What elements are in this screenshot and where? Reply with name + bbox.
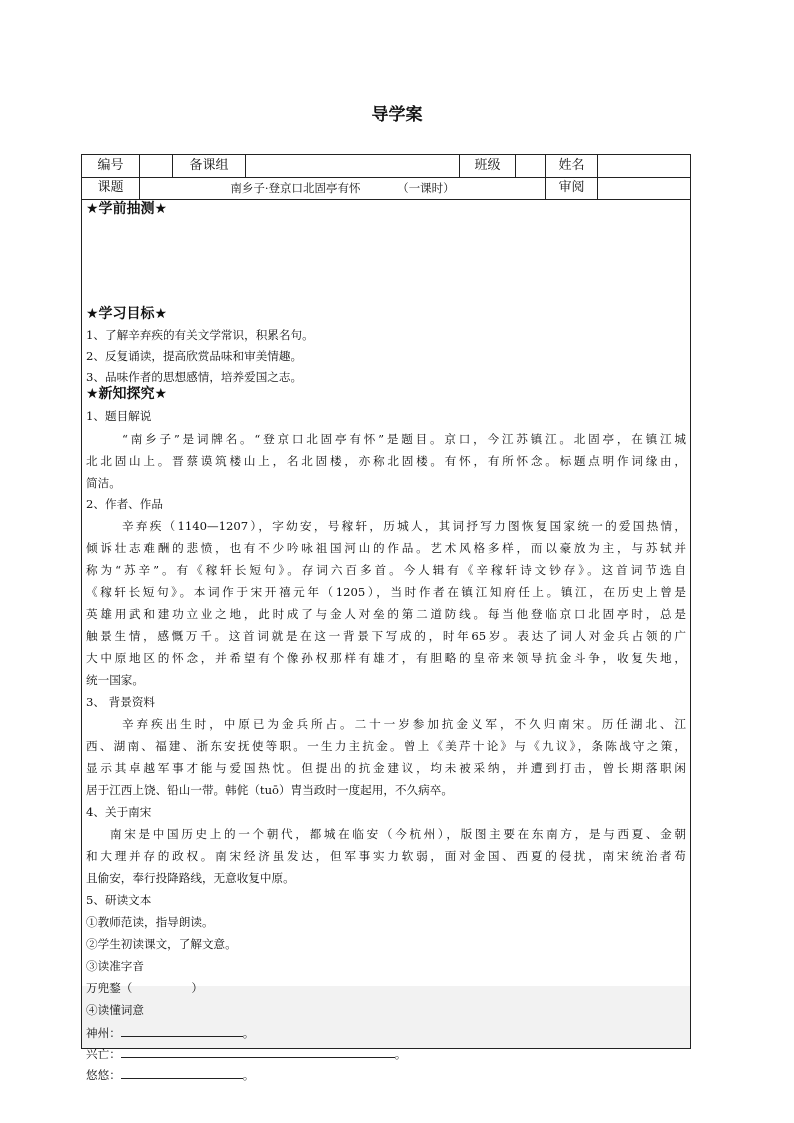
pronunciation-item[interactable]: 万兜鍪（ ） <box>86 981 203 995</box>
worksheet-table <box>81 154 691 1082</box>
beikezu-label: 备课组 <box>173 155 246 177</box>
section-title: 3、 背景资料 <box>86 695 156 709</box>
study-step: ①教师范读，指导朗读。 <box>86 915 214 929</box>
paragraph-line: 简洁。 <box>86 476 121 490</box>
study-step: ④读懂词意 <box>86 1003 144 1017</box>
paragraph-line: 称为“苏辛”。有《稼轩长短句》。存词六百多首。今人辑有《辛稼轩诗文钞存》。这首词节选自 <box>86 563 686 577</box>
answer-blank[interactable] <box>121 1046 395 1058</box>
worksheet-body <box>82 199 690 1082</box>
fill-end: 。 <box>242 1068 255 1082</box>
section-title: 4、关于南宋 <box>86 805 152 819</box>
paragraph-line: 大中原地区的怀念，并希望有个像孙权那样有雄才，有胆略的皇帝来领导抗金斗争，收复失地， <box>86 651 686 665</box>
keti-value: 南乡子·登京口北固亭有怀 （一课时） <box>140 177 546 199</box>
paragraph-line: 统一国家。 <box>86 673 144 687</box>
xingming-label: 姓名 <box>546 155 598 177</box>
paragraph-line: 和大理并存的政权。南宋经济虽发达，但军事实力软弱，面对金国、西夏的侵扰，南宋统治者苟 <box>86 849 686 863</box>
objective-item: 3、品味作者的思想感情，培养爱国之志。 <box>86 370 303 384</box>
paragraph-line: 英雄用武和建功立业之地，此时成了与金人对垒的第二道防线。每当他登临京口北固亭时，总是 <box>86 607 686 621</box>
pretest-heading: ★学前抽测★ <box>86 201 168 217</box>
paragraph-line: 《稼轩长短句》。本词作于宋开禧元年（1205），当时作者在镇江知府任上。镇江，在历史上曾是 <box>86 585 686 599</box>
paragraph-line: 触景生情，感慨万千。这首词就是在这一背景下写成的，时年65岁。表达了词人对金兵占领的广 <box>86 629 686 643</box>
paragraph-line: 西、湖南、福建、浙东安抚使等职。一生力主抗金。曾上《美芹十论》与《九议》，条陈战守之策， <box>86 739 686 753</box>
fill-end: 。 <box>242 1026 255 1040</box>
answer-blank[interactable] <box>121 1067 243 1079</box>
section-title: 1、题目解说 <box>86 409 152 423</box>
paragraph-line: 辛弃疾（1140—1207），字幼安，号稼轩，历城人，其词抒写力图恢复国家统一的爱国热情， <box>122 519 686 533</box>
objective-item: 1、了解辛弃疾的有关文学常识，积累名句。 <box>86 328 314 342</box>
shenyue-label: 审阅 <box>546 177 598 199</box>
fill-shenzhou <box>86 1025 686 1040</box>
page-title: 导学案 <box>371 105 423 125</box>
fill-label: 悠悠： <box>86 1068 121 1082</box>
paragraph-line: “南乡子”是词牌名。“登京口北固亭有怀”是题目。京口，今江苏镇江。北固亭，在镇江城 <box>122 432 686 446</box>
bianhao-label: 编号 <box>82 155 140 177</box>
header-row-1 <box>82 155 690 178</box>
paragraph-line: 居于江西上饶、铅山一带。韩侂（tuō）胄当政时一度起用，不久病卒。 <box>86 783 453 797</box>
bianhao-value[interactable] <box>140 155 173 177</box>
banji-value[interactable] <box>516 155 546 177</box>
paragraph-line: 且偷安，奉行投降路线，无意收复中原。 <box>86 871 295 885</box>
xingming-value[interactable] <box>598 155 690 177</box>
study-step: ②学生初读课文，了解文意。 <box>86 937 237 951</box>
fill-end: 。 <box>394 1047 407 1061</box>
explore-heading: ★新知探究★ <box>86 386 168 402</box>
section-title: 5、研读文本 <box>86 893 152 907</box>
fill-label: 兴亡： <box>86 1047 121 1061</box>
paragraph-line: 辛弃疾出生时，中原已为金兵所占。二十一岁参加抗金义军，不久归南宋。历任湖北、江 <box>122 717 686 731</box>
study-step: ③读准字音 <box>86 959 144 973</box>
header-row-2 <box>82 177 690 200</box>
section-title: 2、作者、作品 <box>86 497 163 511</box>
answer-blank[interactable] <box>121 1025 243 1037</box>
keti-label: 课题 <box>82 177 140 199</box>
shenyue-value[interactable] <box>598 177 690 199</box>
paragraph-line: 倾诉壮志难酬的悲愤，也有不少吟咏祖国河山的作品。艺术风格多样，而以豪放为主，与苏轼并 <box>86 541 686 555</box>
beikezu-value[interactable] <box>246 155 460 177</box>
fill-xingwang <box>86 1046 686 1061</box>
objectives-heading: ★学习目标★ <box>86 306 168 322</box>
paragraph-line: 北北固山上。晋蔡谟筑楼山上，名北固楼，亦称北固楼。有怀，有所怀念。标题点明作词缘由， <box>86 454 686 468</box>
paragraph-line: 显示其卓越军事才能与爱国热忱。但提出的抗金建议，均未被采纳，并遭到打击，曾长期落职闲 <box>86 761 686 775</box>
fill-youyou <box>86 1067 686 1082</box>
objective-item: 2、反复诵读，提高欣赏品味和审美情趣。 <box>86 349 303 363</box>
banji-label: 班级 <box>460 155 516 177</box>
paragraph-line: 南宋是中国历史上的一个朝代，都城在临安（今杭州），版图主要在东南方，是与西夏、金朝 <box>110 827 686 841</box>
fill-label: 神州： <box>86 1026 121 1040</box>
